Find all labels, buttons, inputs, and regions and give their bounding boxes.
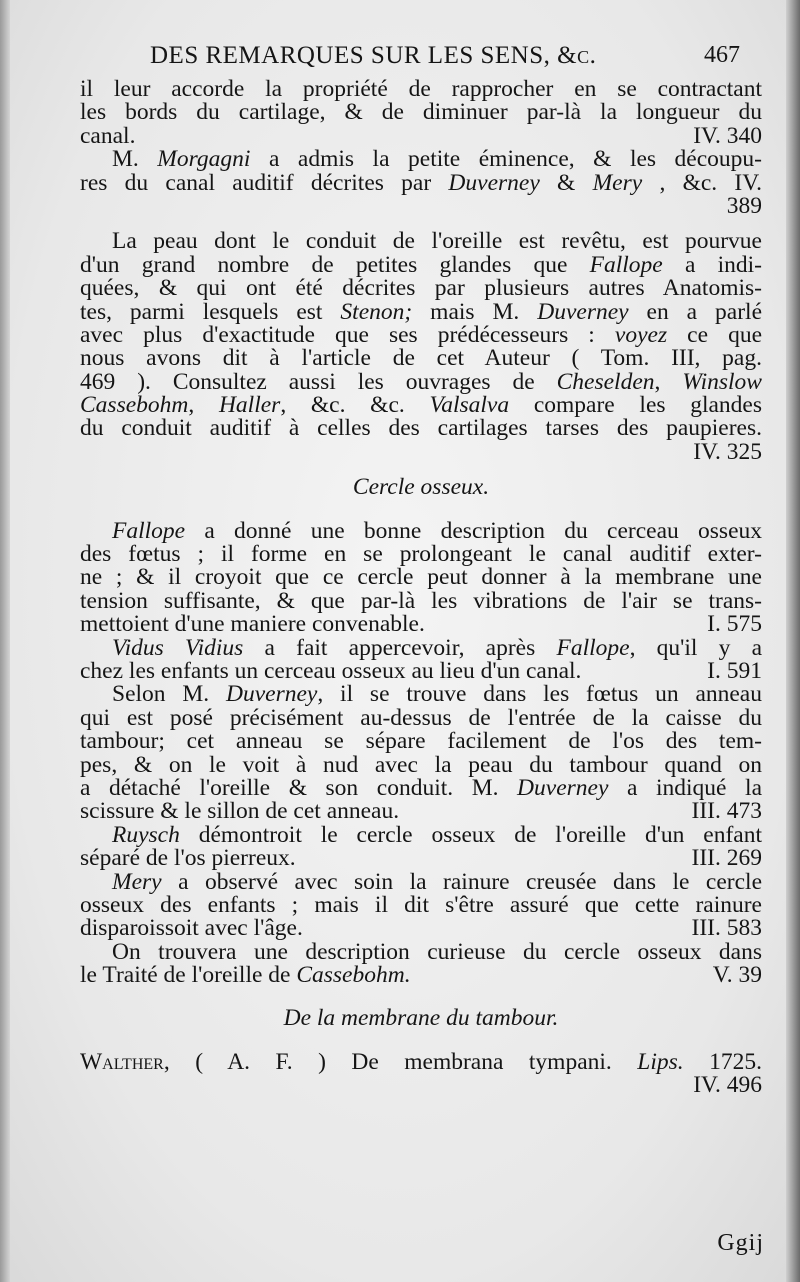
section-heading: De la membrane du tambour. <box>283 1005 559 1032</box>
text-line: séparé de l'os pierreux. III. 269 <box>80 845 762 872</box>
page-left-edge <box>0 0 10 1282</box>
author-name: Winslow <box>682 368 762 395</box>
author-name: Mery <box>592 169 643 196</box>
reference: III. 269 <box>691 845 762 872</box>
text-line: a détaché l'oreille & son conduit. M. Duverney a indiqué la <box>80 774 762 801</box>
text-line <box>80 1074 762 1097</box>
text-line: avec plus d'exactitude que ses prédécesseurs : voyez ce que <box>80 321 763 348</box>
text-line: res du canal auditif décrites par Duverney & Mery , &c. IV. <box>80 169 763 196</box>
author-name: Haller <box>218 392 281 419</box>
reference: III. 583 <box>691 915 762 942</box>
reference: IV. 496 <box>693 1072 762 1099</box>
text-line: Mery a observé avec soin la rainure creusée dans le cercle <box>112 868 762 895</box>
text-line: chez les enfants un cerceau osseux au lieu d'un canal. I. 591 <box>80 657 762 684</box>
author-name: Duverney <box>537 298 629 325</box>
page-header <box>150 42 740 74</box>
text-line: Walther, ( A. F. ) De membrana tympani. Lips. 1725. <box>80 1048 763 1075</box>
text-line: quées, & qui ont été décrites par plusieurs autres Anatomis- <box>80 275 762 302</box>
text-line: le Traité de l'oreille de Cassebohm. V. 39 <box>80 962 762 989</box>
text-line: On trouvera une description curieuse du cercle osseux dans <box>112 938 762 965</box>
page-right-edge <box>786 0 800 1282</box>
text-line: mettoient d'une maniere convenable. I. 575 <box>80 611 762 638</box>
text-line: ne ; & il croyoit que ce cercle peut donner à la membrane une <box>80 564 762 591</box>
author-name: Fallope <box>589 251 663 278</box>
text-line <box>80 192 762 219</box>
author-name: Ruysch <box>112 821 180 848</box>
reference: III. 473 <box>691 798 762 825</box>
page-number: 467 <box>704 42 740 68</box>
text-line: tes, parmi lesquels est Stenon; mais M. Duverney en a parlé <box>80 298 763 325</box>
author-name: Cheselden <box>556 368 655 395</box>
text-line: qui est posé précisément au-dessus de l'entrée de la caisse du <box>80 704 762 731</box>
text-line: tambour; cet anneau se sépare facilement de l'os des tem- <box>80 728 762 755</box>
text-line: La peau dont le conduit de l'oreille est revêtu, est pourvue <box>112 228 762 255</box>
reference: I. 591 <box>707 657 762 684</box>
body-text <box>80 78 762 1098</box>
text-line: scissure & le sillon de cet anneau. III. 473 <box>80 798 762 825</box>
reference: I. 575 <box>707 611 762 638</box>
text-line: disparoissoit avec l'âge. III. 583 <box>80 915 762 942</box>
text-line: des fœtus ; il forme en se prolongeant le canal auditif exter- <box>80 541 762 568</box>
text-line: Vidus Vidius a fait appercevoir, après Fallope, qu'il y a <box>112 634 762 661</box>
text-line: Ruysch démontroit le cercle osseux de l'oreille d'un enfant <box>112 821 763 848</box>
author-name: Fallope <box>112 517 186 544</box>
author-name: Morgagni <box>157 146 251 173</box>
text-line: d'un grand nombre de petites glandes que Fallope a indi- <box>80 251 762 278</box>
running-title: DES REMARQUES SUR LES SENS, &c. <box>150 42 597 69</box>
text-line: tension suffisante, & que par-là les vibrations de l'air se trans- <box>80 587 762 614</box>
reference: 389 <box>726 192 762 219</box>
text-line: 469 ). Consultez aussi les ouvrages de Cheselden, Winslow <box>80 368 762 395</box>
author-name: Mery <box>112 868 162 895</box>
text-line: nous avons dit à l'article de cet Auteur ( Tom. III, pag. <box>80 345 762 372</box>
reference: IV. 325 <box>693 438 762 465</box>
text-line: osseux des enfants ; mais il dit s'être assuré que cette rainure <box>80 891 762 918</box>
author-name: Cassebohm. <box>296 962 411 989</box>
text-line <box>80 438 762 465</box>
author-name: Duverney <box>448 169 540 196</box>
text-line: du conduit auditif à celles des cartilages tarses des paupieres. <box>80 415 762 442</box>
reference: V. 39 <box>712 962 762 989</box>
reference: IV. 340 <box>693 122 762 149</box>
text-line: M. Morgagni a admis la petite éminence, & les découpu- <box>112 146 762 173</box>
text-line: Cassebohm, Haller, &c. &c. Valsalva compare les glandes <box>80 392 763 419</box>
author-name: Duverney <box>225 681 318 708</box>
author-name: Walther, <box>80 1048 170 1075</box>
text-line: Selon M. Duverney, il se trouve dans les fœtus un anneau <box>112 681 762 708</box>
text-line: les bords du cartilage, & de diminuer par-là la longueur du <box>80 99 762 126</box>
text-line: il leur accorde la propriété de rapprocher en se contractant <box>80 76 762 102</box>
text-line: pes, & on le voit à nud avec la peau du tambour quand on <box>80 751 762 778</box>
text-line: canal. IV. 340 <box>80 122 762 149</box>
author-name: Fallope <box>556 634 630 661</box>
author-name: Cassebohm <box>80 392 189 419</box>
text-line: Fallope a donné une bonne description du cerceau osseux <box>112 517 763 544</box>
signature-mark: Ggij <box>717 1230 764 1256</box>
author-name: Stenon; <box>340 298 413 325</box>
author-name: Valsalva <box>429 392 510 419</box>
section-heading: Cercle osseux. <box>352 474 490 501</box>
author-name: Duverney <box>517 774 609 801</box>
author-name: Vidus Vidius <box>112 634 244 661</box>
